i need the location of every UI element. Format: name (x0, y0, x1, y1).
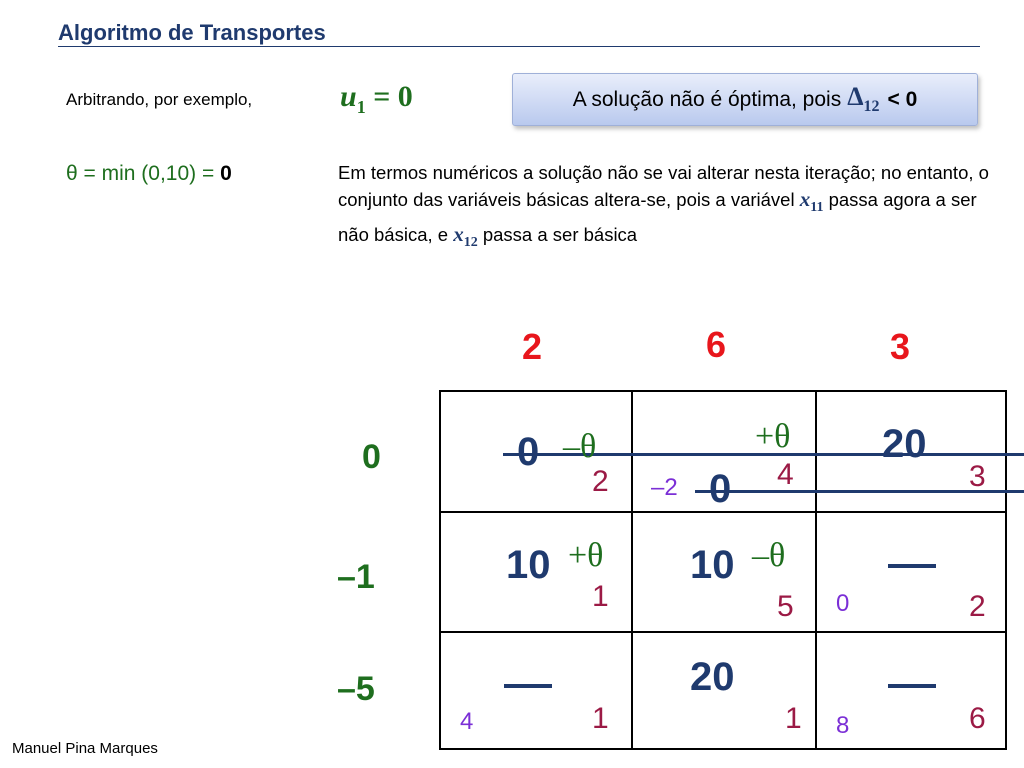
theta-min (66, 162, 232, 186)
var-x11: $x_{11}$ (799, 187, 824, 216)
cell-3-2-cost: 1 (785, 702, 802, 735)
cell-2-1-theta: +θ (568, 537, 604, 574)
theta-value: 0 (220, 162, 232, 185)
col-dual-1: 2 (522, 326, 543, 367)
row-dual-2: –1 (337, 558, 375, 596)
cell-1-2-allocation: 0 (709, 467, 1024, 512)
var-x12: $x_{12}$ (453, 222, 478, 251)
row-dual-1: 0 (362, 438, 381, 476)
para-part2: passa agora a ser não básica, e (338, 189, 977, 246)
row-dual-3: –5 (337, 670, 375, 708)
cell-2-1-allocation: 10 (506, 543, 551, 587)
page-title: Algoritmo de Transportes (58, 20, 326, 45)
theta-prefix: θ = min (0,10) = (66, 162, 215, 185)
cell-1-2-cost: 4 (777, 458, 794, 491)
cell-1-3-allocation: 20 (882, 422, 927, 466)
explanation-paragraph (338, 160, 998, 256)
arbitrating-text: Arbitrando, por exemplo, (66, 90, 253, 109)
cell-3-3-empty-dash (888, 684, 936, 688)
u1-var: u (340, 80, 357, 113)
cell-3-3-cost: 6 (969, 702, 986, 735)
cell-1-1-cost: 2 (592, 465, 609, 498)
col-dual-2: 6 (706, 324, 727, 365)
cell-3-3-reduced-cost: 8 (836, 712, 850, 739)
table-row-divider-2 (439, 631, 1007, 633)
callout-text: A solução não é óptima, pois (572, 87, 842, 111)
author-footer: Manuel Pina Marques (12, 740, 158, 757)
cell-3-1-reduced-cost: 4 (460, 708, 474, 735)
cell-3-1-empty-dash (504, 684, 552, 688)
cell-1-3-cost: 3 (969, 460, 986, 493)
cell-2-2-theta: –θ (752, 537, 786, 574)
title-underline (58, 46, 980, 47)
cell-1-2-theta: +θ (755, 418, 791, 455)
u1-equation (340, 80, 413, 118)
callout-relation: < 0 (887, 87, 918, 111)
cell-2-3-cost: 2 (969, 590, 986, 623)
para-part3: passa a ser básica (482, 224, 638, 246)
col-dual-3: 3 (890, 326, 911, 367)
u1-rhs: = 0 (373, 80, 413, 113)
cell-3-2-allocation: 20 (690, 655, 735, 699)
delta-sub: 12 (863, 98, 880, 116)
cell-2-2-cost: 5 (777, 590, 794, 623)
cell-3-1-cost: 1 (592, 702, 609, 735)
optimality-callout (512, 73, 978, 126)
cell-2-3-empty-dash (888, 564, 936, 568)
para-part1: Em termos numéricos a solução não se vai alterar nesta iteração; no entanto, o conjunto das variáveis básicas altera-se, pois a variável (338, 162, 989, 210)
cell-1-2-reduced-cost: –2 (651, 474, 678, 501)
u1-sub: 1 (356, 97, 366, 117)
delta-symbol: $\Delta_{12}$ (847, 82, 880, 116)
cell-1-1-allocation: 0 (517, 430, 1024, 475)
cell-2-1-cost: 1 (592, 580, 609, 613)
cell-1-1-theta: –θ (563, 428, 597, 465)
cell-2-3-reduced-cost: 0 (836, 590, 850, 617)
cell-2-2-allocation: 10 (690, 543, 735, 587)
